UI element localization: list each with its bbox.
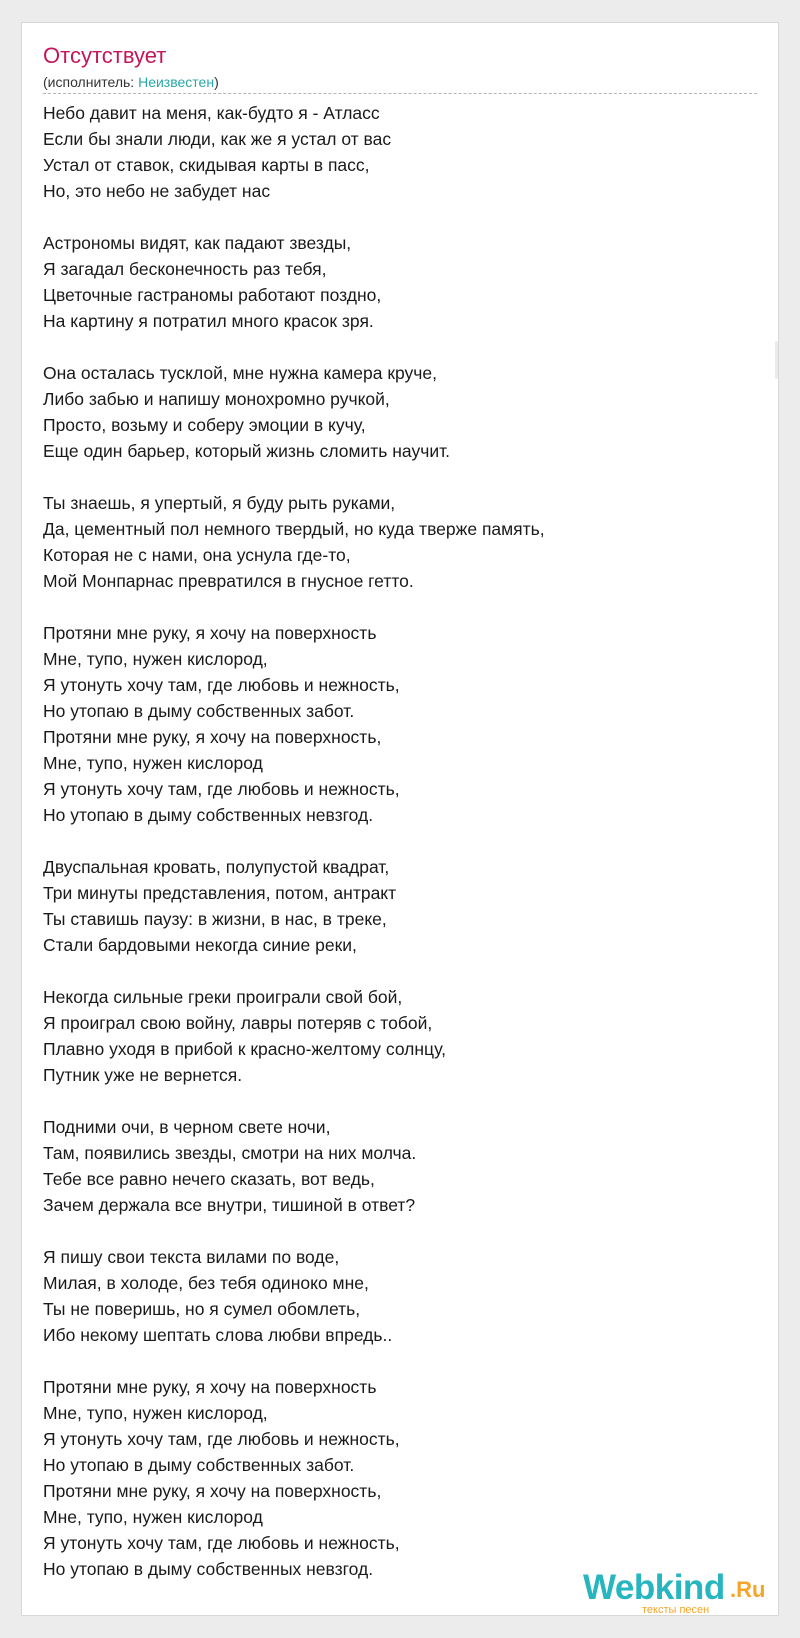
song-title: Отсутствует — [43, 43, 167, 68]
lyrics-line: Мне, тупо, нужен кислород, — [43, 649, 268, 669]
lyrics-line: Просто, возьму и соберу эмоции в кучу, — [43, 415, 366, 435]
lyrics-stanza — [43, 1244, 763, 1348]
lyrics-line: Но утопаю в дыму собственных невзгод. — [43, 805, 374, 825]
lyrics-line: Да, цементный пол немного твердый, но куда тверже память, — [43, 519, 545, 539]
lyrics-line: Но утопаю в дыму собственных забот. — [43, 1455, 355, 1475]
lyrics-stanza — [43, 1374, 763, 1582]
lyrics-line: Мне, тупо, нужен кислород — [43, 1507, 263, 1527]
lyrics-line: Протяни мне руку, я хочу на поверхность — [43, 1377, 377, 1397]
logo-wordmark: Webkind — [583, 1568, 725, 1607]
webkind-logo[interactable] — [583, 1568, 783, 1614]
lyrics-line: Либо забью и напишу монохромно ручкой, — [43, 389, 390, 409]
lyrics-line: Плавно уходя в прибой к красно-желтому солнцу, — [43, 1039, 446, 1059]
lyrics-line: Мне, тупо, нужен кислород, — [43, 1403, 268, 1423]
lyrics-line: Устал от ставок, скидывая карты в пасс, — [43, 155, 370, 175]
lyrics-line: Протяни мне руку, я хочу на поверхность — [43, 623, 377, 643]
lyrics-line: Три минуты представления, потом, антракт — [43, 883, 397, 903]
lyrics-line: Небо давит на меня, как-будто я - Атласс — [43, 103, 380, 123]
lyrics-line: Подними очи, в черном свете ночи, — [43, 1117, 331, 1137]
lyrics-body — [43, 100, 766, 1608]
logo-tld: .Ru — [730, 1577, 766, 1602]
lyrics-line: Стали бардовыми некогда синие реки, — [43, 935, 357, 955]
lyrics-line: Но утопаю в дыму собственных забот. — [43, 701, 355, 721]
lyrics-line: Я утонуть хочу там, где любовь и нежность, — [43, 1429, 400, 1449]
lyrics-line: Я проиграл свою войну, лавры потеряв с тобой, — [43, 1013, 433, 1033]
lyrics-line: Двуспальная кровать, полупустой квадрат, — [43, 857, 390, 877]
lyrics-line: Протяни мне руку, я хочу на поверхность, — [43, 727, 382, 747]
lyrics-line: Ты знаешь, я упертый, я буду рыть руками, — [43, 493, 396, 513]
lyrics-line: Я пишу свои текста вилами по воде, — [43, 1247, 340, 1267]
lyrics-stanza — [43, 984, 763, 1088]
lyrics-stanza — [43, 854, 763, 958]
lyrics-line: Но, это небо не забудет нас — [43, 181, 271, 201]
artist-line — [43, 73, 219, 91]
scroll-indicator — [775, 341, 778, 379]
lyrics-stanza — [43, 1114, 763, 1218]
lyrics-stanza — [43, 230, 763, 334]
lyrics-line: Я утонуть хочу там, где любовь и нежность, — [43, 1533, 400, 1553]
lyrics-line: Цветочные гастраномы работают поздно, — [43, 285, 382, 305]
lyrics-stanza — [43, 620, 763, 828]
lyrics-card — [21, 22, 779, 1616]
artist-link[interactable]: Неизвестен — [138, 74, 215, 90]
logo-tagline: тексты песен — [642, 1604, 710, 1616]
lyrics-line: Путник уже не вернется. — [43, 1065, 243, 1085]
lyrics-line: Еще один барьер, который жизнь сломить научит. — [43, 441, 451, 461]
lyrics-line: Но утопаю в дыму собственных невзгод. — [43, 1559, 374, 1579]
artist-prefix: (исполнитель: — [43, 74, 139, 90]
lyrics-stanza — [43, 360, 763, 464]
divider — [43, 93, 757, 94]
lyrics-line: Ибо некому шептать слова любви впредь.. — [43, 1325, 393, 1345]
lyrics-line: На картину я потратил много красок зря. — [43, 311, 374, 331]
lyrics-line: Зачем держала все внутри, тишиной в ответ? — [43, 1195, 416, 1215]
lyrics-line: Некогда сильные греки проиграли свой бой, — [43, 987, 403, 1007]
lyrics-line: Ты не поверишь, но я сумел обомлеть, — [43, 1299, 361, 1319]
lyrics-line: Которая не с нами, она уснула где-то, — [43, 545, 351, 565]
lyrics-line: Если бы знали люди, как же я устал от вас — [43, 129, 392, 149]
lyrics-line: Тебе все равно нечего сказать, вот ведь, — [43, 1169, 375, 1189]
lyrics-stanza — [43, 490, 763, 594]
lyrics-line: Там, появились звезды, смотри на них молча. — [43, 1143, 417, 1163]
lyrics-line: Она осталась тусклой, мне нужна камера круче, — [43, 363, 437, 383]
lyrics-line: Протяни мне руку, я хочу на поверхность, — [43, 1481, 382, 1501]
lyrics-line: Астрономы видят, как падают звезды, — [43, 233, 352, 253]
lyrics-line: Мой Монпарнас превратился в гнусное гетто. — [43, 571, 414, 591]
lyrics-line: Я загадал бесконечность раз тебя, — [43, 259, 327, 279]
artist-suffix: ) — [214, 74, 219, 90]
lyrics-line: Я утонуть хочу там, где любовь и нежность, — [43, 779, 400, 799]
lyrics-stanza — [43, 100, 763, 204]
lyrics-line: Мне, тупо, нужен кислород — [43, 753, 263, 773]
lyrics-line: Ты ставишь паузу: в жизни, в нас, в треке, — [43, 909, 387, 929]
lyrics-line: Я утонуть хочу там, где любовь и нежность, — [43, 675, 400, 695]
lyrics-line: Милая, в холоде, без тебя одиноко мне, — [43, 1273, 369, 1293]
